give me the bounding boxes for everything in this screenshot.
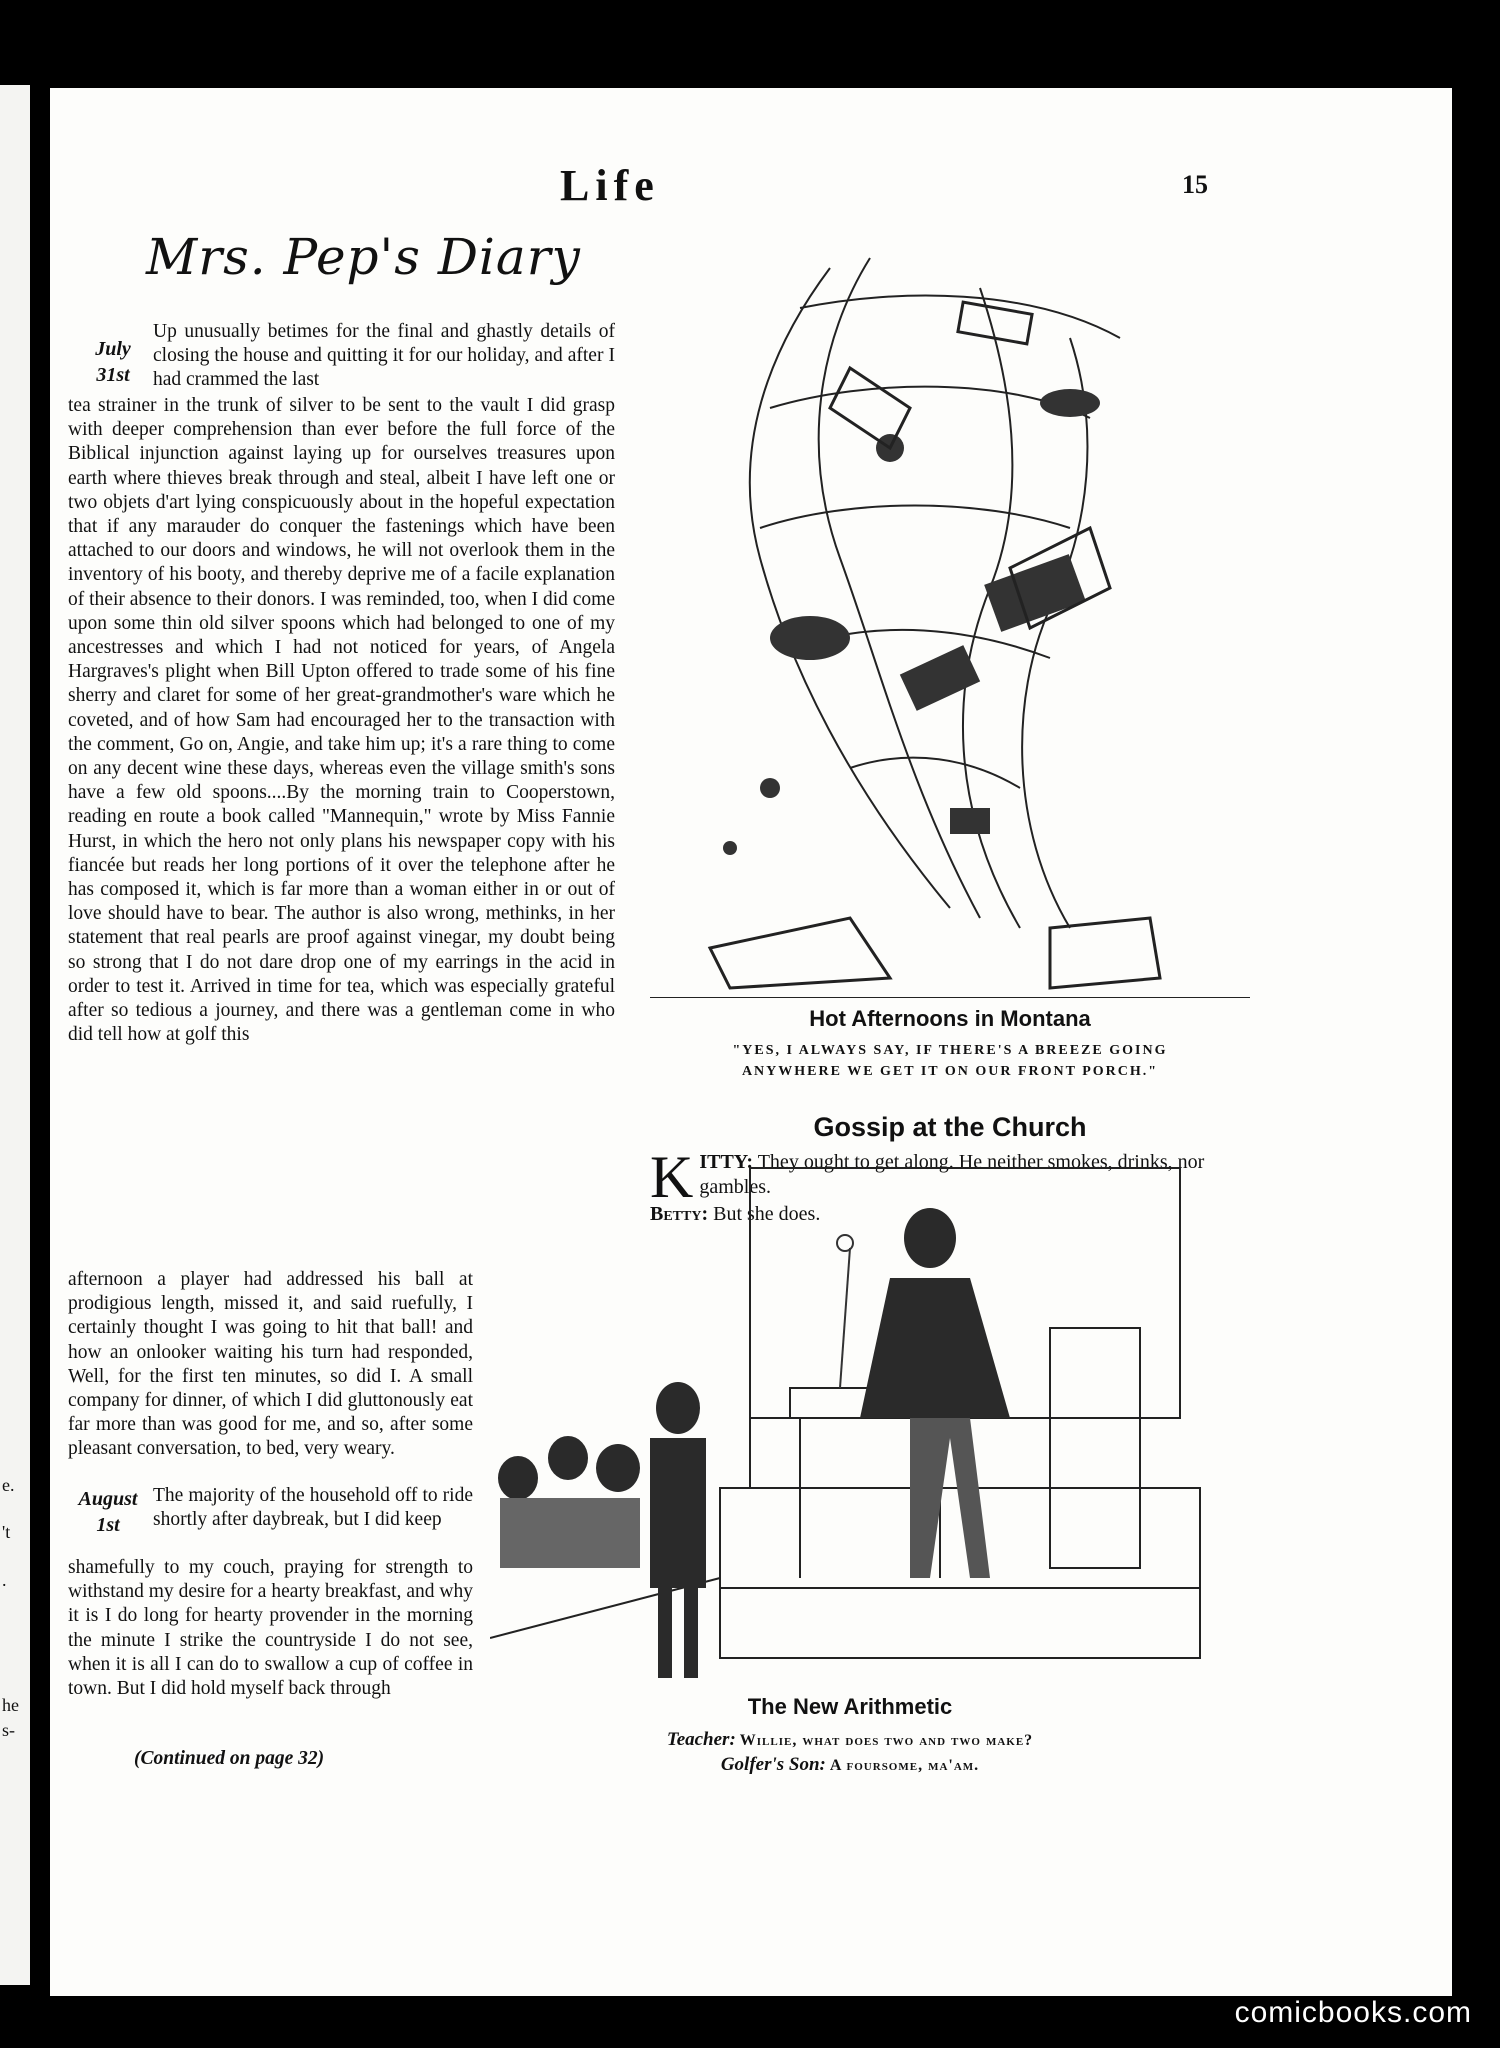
diary-title: Mrs. Pep's Diary [146, 228, 581, 286]
gossip-dialogue: K ITTY: They ought to get along. He neither smokes, drinks, nor gambles. Betty: But she does. [650, 1144, 1205, 1225]
gossip-title: Gossip at the Church [813, 1112, 1087, 1142]
margin-fragment: he [2, 1695, 19, 1715]
continued-note: (Continued on page 32) [134, 1748, 325, 1769]
entry-body-narrow: afternoon a player had addressed his ball at prodigious length, missed it, and said ruefully, I certainly thought I was going to hit that ball! and how an onlooker waiting his turn had responded, Well, for the first ten minutes, so did I. A small company for dinner, of which I did gluttonously eat far more than was good for me, and so, after some pleasant conversation, to bed, very weary. [68, 1269, 473, 1460]
margin-fragment: 't [2, 1522, 11, 1542]
classroom-illustration [490, 1158, 1210, 1728]
tornado-illustration [650, 228, 1250, 998]
drop-cap: K [650, 1144, 694, 1210]
entry-body: shamefully to my couch, praying for strength to withstand my desire for a hearty breakfast, and why it is I do long for hearty provender in the morning the minute I strike the countryside I do not see, when it is all I can do to swallow a cup of coffee in town. But I did hold myself back through [68, 1557, 473, 1700]
adjacent-page-strip [0, 85, 30, 1985]
cartoon-caption: Teacher: Willie, what does two and two make? Golfer's Son: A foursome, ma'am. [666, 1729, 1034, 1775]
cartoon-title: Hot Afternoons in Montana [809, 1006, 1091, 1031]
entry-intro: The majority of the household off to ride shortly after daybreak, but I did keep [153, 1485, 473, 1531]
cartoon-title: The New Arithmetic [747, 1694, 953, 1719]
masthead: Life [560, 161, 660, 210]
entry-date: August 1st [78, 1488, 138, 1536]
page-number: 15 [1182, 170, 1208, 199]
entry-intro: Up unusually betimes for the final and ghastly details of closing the house and quitting it for our holiday, and after I had crammed the last [153, 321, 615, 391]
site-watermark: comicbooks.com [1234, 1996, 1472, 2029]
margin-fragment: . [2, 1570, 7, 1590]
entry-body: tea strainer in the trunk of silver to be sent to the vault I did grasp with deeper comprehension than ever before the full force of the Biblical injunction against laying up for ourselves treasures upon earth where thieves break through and steal, albeit I have left one or two objets d'art lying conspicuously about in the hopeful expectation that if any marauder do conquer the fastenings which have been attached to our doors and windows, he will not overlook them in the inventory of his booty, and thereby deprive me of a facile explanation of their absence to their donors. I was reminded, too, when I did come upon some thin old silver spoons which had belonged to one of my ancestresses and which I had not noticed for years, of Angela Hargraves's plight when Bill Upton offered to trade some of his fine sherry and claret for some of her great-grandmother's ware which he coveted, and of how Sam had encouraged her to the transaction with the comment, Go on, Angie, and take him up; it's a rare thing to come on any decent wine these days, whereas even the village smith's sons have a few old spoons....By the morning train to Cooperstown, reading en route a book called "Mannequin," wrote by Miss Fannie Hurst, in which the hero not only plans his newspaper copy with his fiancée but reads her long portions of it over the telephone after he has composed it, which is far more than a woman either in or out of love should have to bear. The author is also wrong, methinks, in her statement that real pearls are proof against vinegar, my doubt being so strong that I do not dare drop one of my earrings in the acid in order to test it. Arrived in time for tea, which was especially grateful after so tedious a journey, and there was a gentleman come in who did tell how at golf this [68, 395, 615, 1046]
cartoon-caption: "YES, I ALWAYS SAY, IF THERE'S A BREEZE GOING ANYWHERE WE GET IT ON OUR FRONT PORCH." [732, 1043, 1168, 1079]
entry-date: July 31st [95, 338, 131, 386]
magazine-page [50, 88, 1452, 1996]
margin-fragment: e. [2, 1475, 15, 1495]
margin-fragment: s- [2, 1720, 15, 1740]
